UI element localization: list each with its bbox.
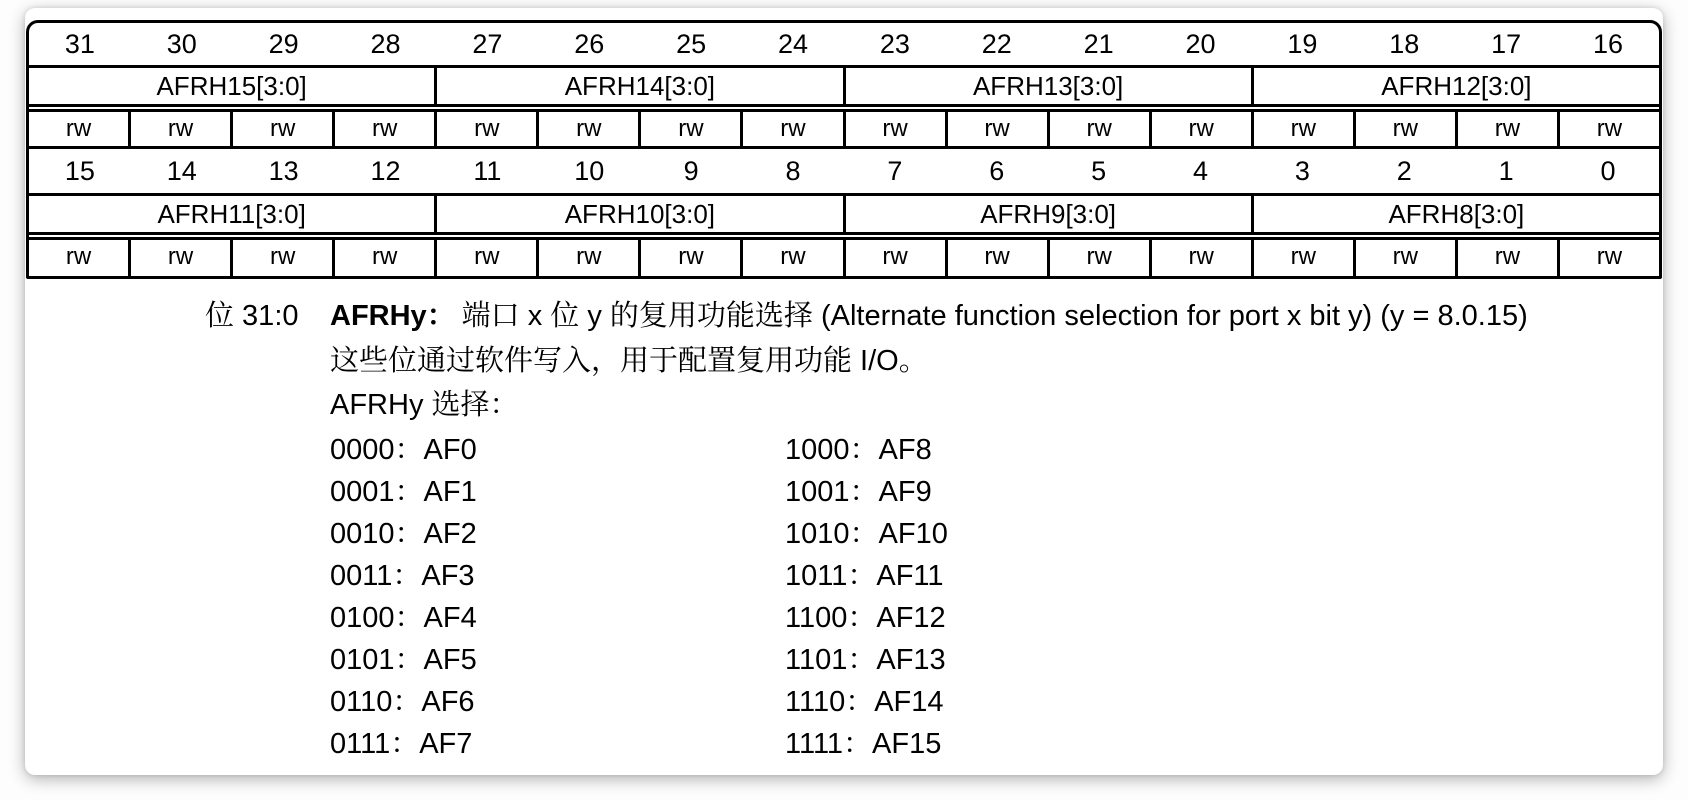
access-cell: rw — [128, 240, 230, 276]
option-item: 1001：AF9 — [785, 476, 932, 508]
field-cell: AFRH15[3:0] — [156, 71, 307, 101]
bit-number-cell: 5 — [1091, 156, 1107, 186]
option-item: 1111：AF15 — [785, 728, 942, 760]
bit-field-description — [25, 293, 1663, 765]
access-cell: rw — [65, 243, 92, 270]
bit-number-cell: 2 — [1396, 156, 1412, 186]
access-cell: rw — [638, 240, 740, 276]
field-description-text: 端口 x 位 y 的复用功能选择 (Alternate function selection for port x bit y) (y = 8.0.15) — [461, 300, 1528, 332]
field-cell: AFRH9[3:0] — [843, 196, 1251, 232]
bit-numbers-row-low — [29, 149, 1659, 193]
access-cell: rw — [1557, 240, 1659, 276]
access-row-low — [29, 237, 1659, 276]
option-item: 0111：AF7 — [330, 728, 473, 760]
description-line: 这些位通过软件写入，用于配置复用功能 I/O。 — [330, 345, 928, 377]
access-cell: rw — [230, 112, 332, 146]
bit-number-cell: 7 — [887, 156, 903, 186]
bit-number-cell: 0 — [1600, 156, 1616, 186]
access-cell: rw — [1353, 240, 1455, 276]
bit-number-cell: 1 — [1498, 156, 1514, 186]
option-item: 0100：AF4 — [330, 602, 477, 634]
bit-number-cell: 16 — [1593, 29, 1624, 59]
access-cell: rw — [536, 112, 638, 146]
access-cell: rw — [843, 112, 945, 146]
register-bit-diagram — [26, 20, 1662, 279]
field-name-label: AFRHy： — [330, 300, 456, 332]
bit-number-cell: 23 — [879, 29, 910, 59]
access-cell: rw — [1149, 240, 1251, 276]
option-item: 0010：AF2 — [330, 518, 477, 550]
bit-range-label: 位 31:0 — [205, 300, 299, 332]
bit-number-cell: 27 — [472, 29, 503, 59]
field-cell: AFRH14[3:0] — [434, 68, 842, 104]
access-cell: rw — [945, 240, 1047, 276]
selection-label: AFRHy 选择： — [330, 389, 519, 421]
bit-number-cell: 13 — [268, 156, 299, 186]
bit-number-cell: 30 — [166, 29, 197, 59]
option-item: 1011：AF11 — [785, 560, 944, 592]
option-item: 0001：AF1 — [330, 476, 477, 508]
access-cell: rw — [1047, 112, 1149, 146]
option-item: 1101：AF13 — [785, 644, 946, 676]
option-item: 0011：AF3 — [330, 560, 475, 592]
access-cell: rw — [1557, 112, 1659, 146]
bit-number-cell: 21 — [1083, 29, 1114, 59]
access-cell: rw — [1455, 112, 1557, 146]
bit-number-cell: 26 — [574, 29, 605, 59]
field-cell: AFRH13[3:0] — [843, 68, 1251, 104]
option-item: 1100：AF12 — [785, 602, 946, 634]
bit-number-cell: 20 — [1185, 29, 1216, 59]
option-item: 1010：AF10 — [785, 518, 948, 550]
bit-number-cell: 29 — [268, 29, 299, 59]
access-cell: rw — [843, 240, 945, 276]
access-cell: rw — [740, 112, 842, 146]
bit-number-cell: 6 — [989, 156, 1005, 186]
bit-number-cell: 8 — [785, 156, 801, 186]
access-cell: rw — [1455, 240, 1557, 276]
access-cell: rw — [230, 240, 332, 276]
bit-number-cell: 15 — [64, 156, 95, 186]
field-cell: AFRH10[3:0] — [434, 196, 842, 232]
access-cell: rw — [332, 112, 434, 146]
access-cell: rw — [638, 112, 740, 146]
option-item: 1110：AF14 — [785, 686, 944, 718]
bit-number-cell: 18 — [1389, 29, 1420, 59]
bit-number-cell: 10 — [574, 156, 605, 186]
af-options-column-left — [330, 429, 785, 765]
bit-number-cell: 19 — [1287, 29, 1318, 59]
bit-number-cell: 9 — [683, 156, 699, 186]
field-cell: AFRH8[3:0] — [1251, 196, 1659, 232]
field-row-high — [29, 65, 1659, 107]
access-cell: rw — [1047, 240, 1149, 276]
access-cell: rw — [740, 240, 842, 276]
bit-number-cell: 28 — [370, 29, 401, 59]
access-cell: rw — [945, 112, 1047, 146]
access-cell: rw — [434, 112, 536, 146]
bit-number-cell: 3 — [1294, 156, 1310, 186]
access-row-high — [29, 109, 1659, 149]
bit-number-cell: 25 — [676, 29, 707, 59]
bit-number-cell: 22 — [981, 29, 1012, 59]
option-item: 0101：AF5 — [330, 644, 477, 676]
bit-number-cell: 31 — [64, 29, 95, 59]
af-options-column-right — [785, 429, 948, 765]
access-cell: rw — [128, 112, 230, 146]
field-cell: AFRH11[3:0] — [157, 199, 306, 229]
access-cell: rw — [536, 240, 638, 276]
option-item: 1000：AF8 — [785, 434, 932, 466]
option-item: 0110：AF6 — [330, 686, 475, 718]
bit-number-cell: 17 — [1491, 29, 1522, 59]
option-item: 0000：AF0 — [330, 434, 477, 466]
access-cell: rw — [65, 115, 92, 142]
access-cell: rw — [1353, 112, 1455, 146]
bit-number-cell: 11 — [473, 156, 502, 186]
bit-number-cell: 24 — [778, 29, 809, 59]
af-selection-list — [330, 429, 1663, 765]
document-page — [25, 8, 1663, 775]
field-row-low — [29, 193, 1659, 235]
bit-numbers-row-high — [29, 23, 1659, 65]
description-heading — [205, 293, 1663, 339]
bit-number-cell: 4 — [1193, 156, 1209, 186]
access-cell: rw — [434, 240, 536, 276]
bit-number-cell: 14 — [166, 156, 197, 186]
access-cell: rw — [1251, 240, 1353, 276]
access-cell: rw — [332, 240, 434, 276]
access-cell: rw — [1251, 112, 1353, 146]
bit-number-cell: 12 — [370, 156, 401, 186]
access-cell: rw — [1149, 112, 1251, 146]
field-cell: AFRH12[3:0] — [1251, 68, 1659, 104]
